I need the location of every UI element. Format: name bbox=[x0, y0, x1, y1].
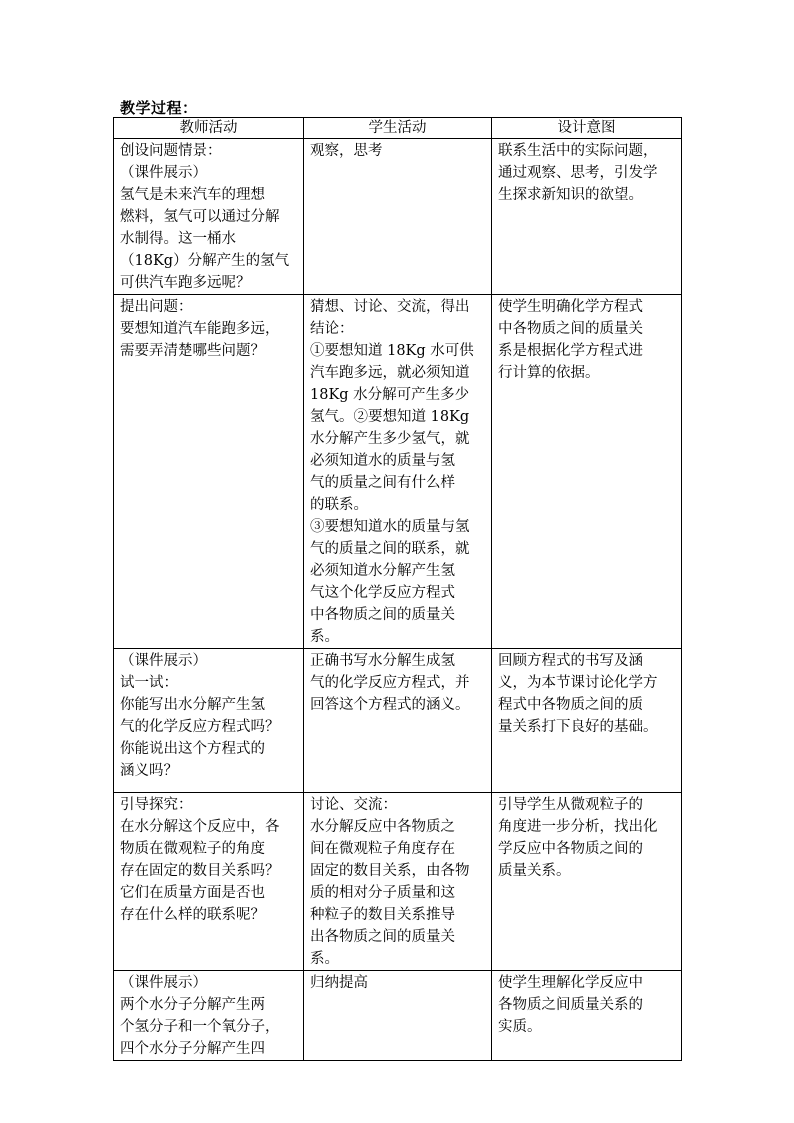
student-activity-cell bbox=[304, 971, 492, 1061]
text-line: 必须知道水分解产生氢 bbox=[310, 563, 455, 579]
design-intent-cell bbox=[492, 649, 682, 793]
table-row bbox=[114, 971, 682, 1061]
design-intent-cell bbox=[492, 139, 682, 295]
text-line: 水分解反应中各物质之 bbox=[310, 819, 455, 835]
text-line: 通过观察、思考，引发学 bbox=[498, 165, 658, 181]
text-line: ③要想知道水的质量与氢 bbox=[310, 519, 470, 535]
text-line: 需要弄清楚哪些问题？ bbox=[120, 343, 265, 359]
text-line: 猜想、讨论、交流，得出 bbox=[310, 299, 470, 315]
text-line: 系是根据化学方程式进 bbox=[498, 343, 643, 359]
text-line: 燃料，氢气可以通过分解 bbox=[120, 209, 280, 225]
text-line: 联系生活中的实际问题， bbox=[498, 143, 658, 159]
student-activity-cell bbox=[304, 295, 492, 649]
text-line: 固定的数目关系，由各物 bbox=[310, 863, 470, 879]
table-row bbox=[114, 295, 682, 649]
text-line: 正确书写水分解生成氢 bbox=[310, 653, 455, 669]
text-line: 提出问题： bbox=[120, 299, 193, 315]
text-line: 在水分解这个反应中，各 bbox=[120, 819, 280, 835]
header-teacher-activity: 教师活动 bbox=[114, 118, 304, 139]
text-line: 要想知道汽车能跑多远， bbox=[120, 321, 280, 337]
text-line: 水制得。这一桶水 bbox=[120, 231, 236, 247]
text-line: 程式中各物质之间的质 bbox=[498, 697, 643, 713]
text-line: 18Kg 水分解可产生多少 bbox=[310, 387, 470, 403]
header-design-intent: 设计意图 bbox=[492, 118, 682, 139]
text-line: （课件展示） bbox=[120, 975, 207, 991]
teacher-activity-cell bbox=[114, 793, 304, 971]
student-activity-cell bbox=[304, 139, 492, 295]
text-line: 回答这个方程式的涵义。 bbox=[310, 697, 470, 713]
text-line: 两个水分子分解产生两 bbox=[120, 997, 265, 1013]
teacher-activity-cell bbox=[114, 139, 304, 295]
design-intent-cell bbox=[492, 793, 682, 971]
text-line: 观察，思考 bbox=[310, 143, 383, 159]
text-line: 氢气是未来汽车的理想 bbox=[120, 187, 265, 203]
text-line: 各物质之间质量关系的 bbox=[498, 997, 643, 1013]
text-line: 角度进一步分析，找出化 bbox=[498, 819, 658, 835]
text-line: 个氢分子和一个氧分子， bbox=[120, 1019, 280, 1035]
text-line: 归纳提高 bbox=[310, 975, 368, 991]
text-line: 结论： bbox=[310, 321, 354, 337]
text-line: 你能写出水分解产生氢 bbox=[120, 697, 265, 713]
text-line: 气这个化学反应方程式 bbox=[310, 585, 455, 601]
text-line: 学反应中各物质之间的 bbox=[498, 841, 643, 857]
text-line: 气的化学反应方程式吗？ bbox=[120, 719, 280, 735]
text-line: 存在什么样的联系呢？ bbox=[120, 907, 265, 923]
text-line: 引导探究： bbox=[120, 797, 193, 813]
text-line: （课件展示） bbox=[120, 165, 207, 181]
text-line: 讨论、交流： bbox=[310, 797, 397, 813]
table-header-row bbox=[114, 118, 682, 139]
text-line: 回顾方程式的书写及涵 bbox=[498, 653, 643, 669]
text-line: 氢气。②要想知道 18Kg bbox=[310, 409, 470, 425]
text-line: 生探求新知识的欲望。 bbox=[498, 187, 643, 203]
table-row bbox=[114, 793, 682, 971]
text-line: 涵义吗？ bbox=[120, 763, 178, 779]
text-line: 必须知道水的质量与氢 bbox=[310, 453, 455, 469]
text-line: 系。 bbox=[310, 951, 339, 967]
text-line: 量关系打下良好的基础。 bbox=[498, 719, 658, 735]
text-line: 可供汽车跑多远呢？ bbox=[120, 275, 251, 291]
teacher-activity-cell bbox=[114, 971, 304, 1061]
lesson-process-table bbox=[113, 117, 682, 1061]
text-line: ①要想知道 18Kg 水可供 bbox=[310, 343, 474, 359]
text-line: 种粒子的数目关系推导 bbox=[310, 907, 455, 923]
text-line: 义，为本节课讨论化学方 bbox=[498, 675, 658, 691]
text-line: 试一试： bbox=[120, 675, 178, 691]
header-student-activity: 学生活动 bbox=[304, 118, 492, 139]
text-line: 水分解产生多少氢气，就 bbox=[310, 431, 470, 447]
text-line: 四个水分子分解产生四 bbox=[120, 1041, 265, 1057]
text-line: 出各物质之间的质量关 bbox=[310, 929, 455, 945]
design-intent-cell bbox=[492, 971, 682, 1061]
design-intent-cell bbox=[492, 295, 682, 649]
text-line: 实质。 bbox=[498, 1019, 542, 1035]
text-line: 的联系。 bbox=[310, 497, 368, 513]
student-activity-cell bbox=[304, 649, 492, 793]
table-row bbox=[114, 649, 682, 793]
text-line: 气的质量之间有什么样 bbox=[310, 475, 455, 491]
text-line: 使学生明确化学方程式 bbox=[498, 299, 643, 315]
section-heading: 教学过程： bbox=[120, 99, 198, 117]
table-row bbox=[114, 139, 682, 295]
text-line: 创设问题情景： bbox=[120, 143, 222, 159]
text-line: 引导学生从微观粒子的 bbox=[498, 797, 643, 813]
text-line: 汽车跑多远，就必须知道 bbox=[310, 365, 470, 381]
text-line: 物质在微观粒子的角度 bbox=[120, 841, 265, 857]
student-activity-cell bbox=[304, 793, 492, 971]
text-line: 它们在质量方面是否也 bbox=[120, 885, 265, 901]
text-line: 中各物质之间的质量关 bbox=[498, 321, 643, 337]
teacher-activity-cell bbox=[114, 649, 304, 793]
text-line: 存在固定的数目关系吗？ bbox=[120, 863, 280, 879]
text-line: 中各物质之间的质量关 bbox=[310, 607, 455, 623]
text-line: 气的质量之间的联系，就 bbox=[310, 541, 470, 557]
text-line: 间在微观粒子角度存在 bbox=[310, 841, 455, 857]
text-line: （课件展示） bbox=[120, 653, 207, 669]
text-line: 你能说出这个方程式的 bbox=[120, 741, 265, 757]
text-line: （18Kg）分解产生的氢气 bbox=[120, 253, 290, 269]
text-line: 质量关系。 bbox=[498, 863, 571, 879]
text-line: 质的相对分子质量和这 bbox=[310, 885, 455, 901]
text-line: 行计算的依据。 bbox=[498, 365, 600, 381]
teacher-activity-cell bbox=[114, 295, 304, 649]
text-line: 系。 bbox=[310, 629, 339, 645]
text-line: 气的化学反应方程式，并 bbox=[310, 675, 470, 691]
text-line: 使学生理解化学反应中 bbox=[498, 975, 643, 991]
